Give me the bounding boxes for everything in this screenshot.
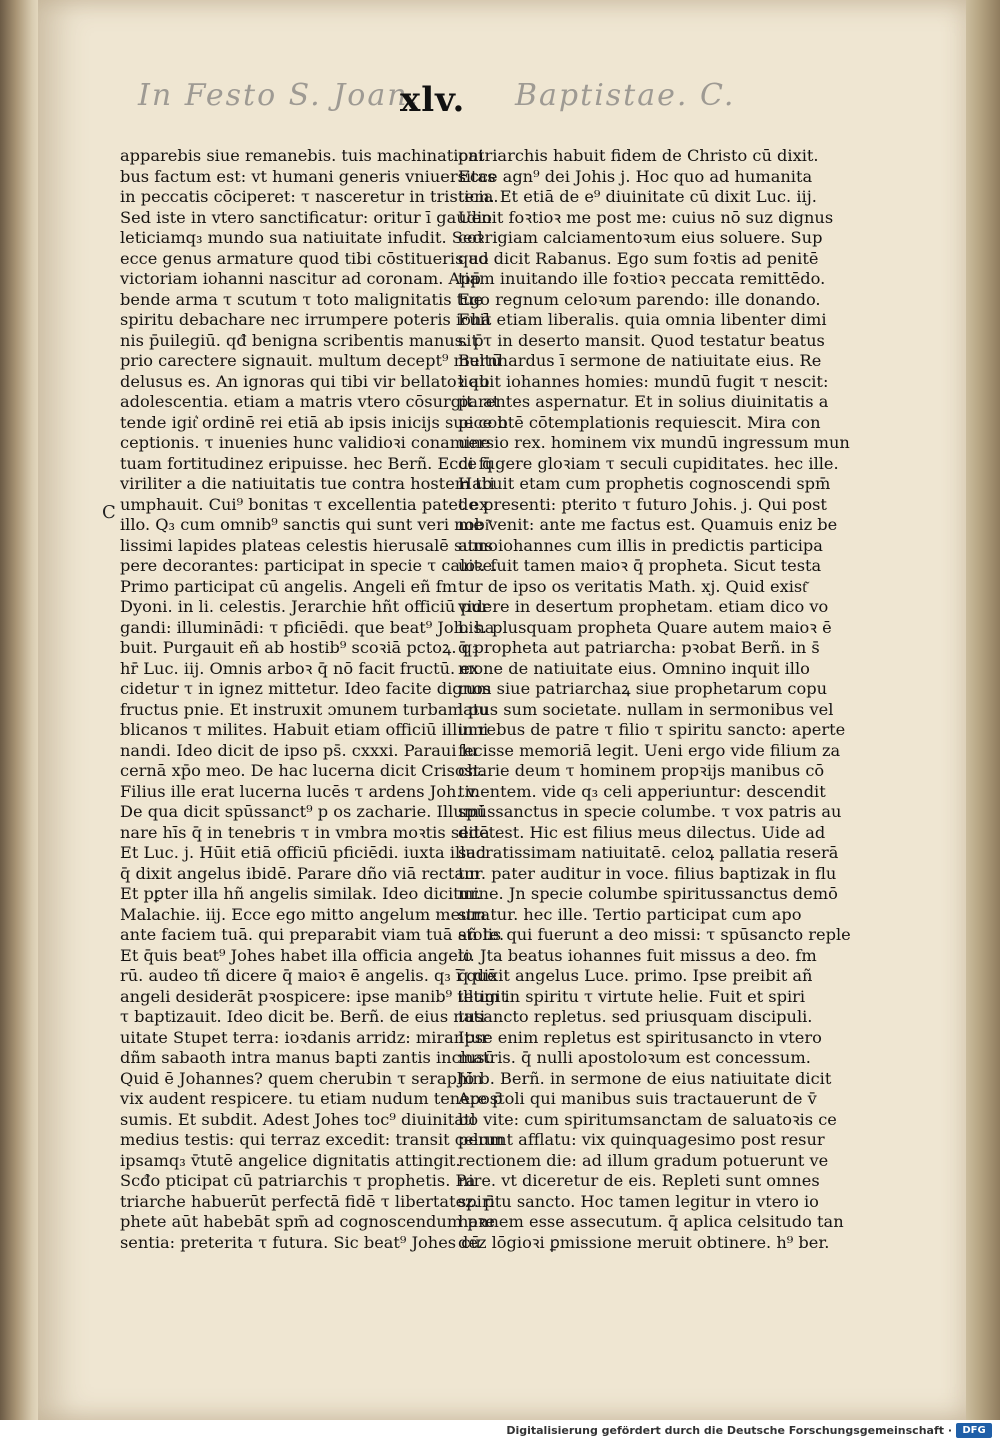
- text-line: sacratissimam natiuitatē. celoꝝ pallatia reserā: [458, 843, 839, 862]
- text-line: phete aūt habebāt spm̄ ad cognoscendum pꝛe: [120, 1212, 495, 1231]
- text-line: patriarchis habuit fidem de Christo cū dixit.: [458, 146, 819, 165]
- text-line: perunt afflatu: vix quinquagesimo post resur: [458, 1130, 825, 1149]
- text-line: Ego regnum celoꝛum parendo: ille donando.: [458, 289, 821, 309]
- text-line: Malachie. iij. Ecce ego mitto angelum meum: [120, 904, 487, 924]
- text-line: spūssanctus in specie columbe. τ vox patris au: [458, 802, 842, 821]
- text-line: Et Luc. j. Hūit etiā officiū pficiēdi. iuxta illud: [120, 843, 487, 862]
- text-line: tur. pater auditur in voce. filius baptizak in flu: [458, 863, 837, 883]
- text-line: di fugere gloꝛiam τ seculi cupiditates. hec ille.: [458, 453, 839, 473]
- text-line: pere decorantes: participat in specie τ caloꝛe.: [120, 556, 498, 575]
- text-line: coꝛrigiam calciamentoꝛum eius soluere. Sup: [458, 228, 823, 247]
- text-line: prio carectere signauit. multum decept⁹ multū: [120, 351, 502, 370]
- text-line: sentia: preterita τ futura. Sic beat⁹ Johes cū: [120, 1232, 481, 1252]
- text-line: Uenit foꝛtioꝛ me post me: cuius nō suz dignus: [458, 207, 834, 227]
- text-line: fructus pnie. Et instruxit ɔmunem turbam pu: [120, 699, 489, 719]
- text-line: Sed iste in vtero sanctificatur: oritur ī gaudio: [120, 207, 492, 227]
- text-line: nire. vt diceretur de eis. Repleti sunt omnes: [458, 1171, 820, 1190]
- text-line: mone de natiuitate eius. Omnino inquit illo: [458, 658, 810, 678]
- text-line: victoriam iohanni nascitur ad coronam. App̄: [120, 269, 481, 288]
- text-line: τ baptizauit. Ideo dicit be. Berñ. de eius nati: [120, 1007, 486, 1026]
- text-line: blicanos τ milites. Habuit etiam officiū illumi: [120, 720, 489, 739]
- text-line: medius testis: qui terraz excedit: transit celum: [120, 1130, 505, 1149]
- text-line: viriliter a die natiuitatis tue contra hostem tri: [120, 474, 495, 493]
- text-line: illo. Q₃ cum omnib⁹ sanctis qui sunt veri nobi͂: [120, 515, 490, 534]
- text-line: tur de ipso os veritatis Math. xj. Quid exist͂: [458, 576, 807, 596]
- text-line: umphauit. Cui⁹ bonitas τ excellentia patet ex: [120, 494, 489, 514]
- text-line: uersio rex. hominem vix mundū ingressum mun: [458, 433, 850, 452]
- text-line: spiritu sancto. Hoc tamen legitur in vtero io: [458, 1191, 819, 1211]
- text-line: ti. Jta beatus iohannes fuit missus a deo. fm: [458, 945, 817, 965]
- handwritten-note-left: In Festo S. Joan.: [138, 78, 421, 113]
- text-line: tinentem. vide q₃ celi apperiuntur: descendit: [458, 781, 826, 801]
- text-column-right: [458, 146, 851, 1253]
- text-line: matris. q̄ nulli apostoloꝛum est concessum.: [458, 1048, 811, 1067]
- text-line: Apostoli qui manibus suis tractauerunt de v̄: [458, 1089, 817, 1108]
- text-line: dñm sabaoth intra manus bapti zantis inclusū: [120, 1048, 495, 1067]
- text-line: stolis qui fuerunt a deo missi: τ spūsancto reple: [458, 925, 851, 944]
- text-line: quo dicit Rabanus. Ego sum foꝛtis ad penitē: [458, 248, 819, 268]
- text-line: adolescentia. etiam a matris vtero cōsurgit. at: [120, 392, 500, 411]
- text-line: De qua dicit spūssanct⁹ p os zacharie. Illumi: [120, 802, 485, 821]
- text-line: illum in spiritu τ virtute helie. Fuit et spiri: [458, 986, 806, 1006]
- text-line: hr̄ Luc. iij. Omnis arboꝛ q̄ nō facit fructū. ex: [120, 658, 480, 678]
- text-line: vix audent respicere. tu etiam nudum tenere p̄: [120, 1089, 503, 1108]
- text-line: parentes aspernatur. Et in solius diuinitatis a: [458, 392, 829, 411]
- text-line: nis p̄uilegiū. qđ benigna scribentis manus. p̄: [120, 330, 484, 350]
- facing-page-edge: [0, 0, 40, 1420]
- text-line: dez lōgioꝛi ꝑmissione meruit obtinere. h⁹ ber.: [458, 1232, 830, 1252]
- text-line: nandi. Ideo dicit de ipso ps̄. cxxxi. Paraui lu: [120, 740, 478, 760]
- text-line: Ipse enim repletus est spiritusancto in vtero: [458, 1027, 822, 1047]
- text-line: Et q̄uis beat⁹ Johes habet illa officia angelo: [120, 945, 473, 965]
- text-line: Scđo pticipat cū patriarchis τ prophetis. Pa: [120, 1171, 476, 1190]
- text-line: in rebus de patre τ filio τ spiritu sancto: aperte: [458, 720, 846, 739]
- text-line: atus iohannes cum illis in predictis participa: [458, 535, 823, 555]
- dfg-logo: DFG: [956, 1423, 992, 1438]
- text-line: de presenti: pterito τ futuro Johis. j. Qui post: [458, 494, 827, 514]
- text-line: Bernhardus ī sermone de natiuitate eius. Re: [458, 351, 822, 370]
- text-line: cidetur τ in ignez mittetur. Ideo facite dignos: [120, 679, 492, 698]
- text-line: buit. Purgauit eñ ab hostib⁹ scoꝛiā pctoꝝ. q₃: [120, 638, 479, 657]
- text-line: leticiamq₃ mundo sua natiuitate infudit. Sed: [120, 228, 483, 247]
- text-line: charie deum τ hominem propꝛijs manibus cō: [458, 761, 825, 780]
- digitization-footer: [0, 1420, 1000, 1442]
- text-line: Et pꝑter illa hñ angelis similak. Ideo dicitur.: [120, 884, 482, 903]
- text-line: sit τ in deserto mansit. Quod testatur beatus: [458, 330, 825, 350]
- text-line: tusancto repletus. sed priusquam discipuli.: [458, 1007, 813, 1026]
- text-line: tende igit͛ ordinē rei etiā ab ipsis inicijs sue con: [120, 412, 508, 432]
- text-line: bo vite: cum spiritumsanctam de saluatoꝛis ce: [458, 1109, 837, 1129]
- text-line: in peccatis cōciperet: τ nasceretur in tristicia.: [120, 187, 499, 206]
- text-line: gandi: illuminādi: τ pficiēdi. que beat⁹ Joh. ha: [120, 617, 495, 637]
- text-line: mine. Jn specie columbe spiritussanctus demō: [458, 884, 838, 903]
- text-line: q̄ dixit angelus ibidē. Parare dño viā rectam: [120, 863, 480, 883]
- text-line: ceptionis. τ inuenies hunc validioꝛi conamine: [120, 433, 491, 452]
- text-line: uit. fuit tamen maioꝛ q̄ propheta. Sicut testa: [458, 556, 822, 575]
- text-line: triarche habuerūt perfectā fidē τ libertatez. p̄: [120, 1191, 495, 1211]
- text-line: lissimi lapides plateas celestis hierusalē sumo: [120, 535, 498, 555]
- text-line: bis. plusquam propheta Quare autem maioꝛ ē: [458, 617, 832, 637]
- text-line: ecce genus armature quod tibi cōstitueris ad: [120, 248, 489, 268]
- text-line: angeli desiderāt pꝛospicere: ipse manib⁹ tetigit: [120, 986, 508, 1006]
- text-line: bus factum est: vt humani generis vniuersitas: [120, 166, 496, 186]
- margin-paragraph-mark: C: [102, 502, 116, 523]
- text-line: ipsamq₃ v̄tutē angelice dignitatis attingit.: [120, 1150, 461, 1170]
- text-line: Habuit etam cum prophetis cognoscendi spm̄: [458, 474, 831, 493]
- text-line: uitate Stupet terra: ioꝛdanis arridz: mirantur: [120, 1027, 489, 1047]
- text-line: rectionem die: ad illum gradum potuerunt ve: [458, 1150, 829, 1170]
- text-line: dita est. Hic est filius meus dilectus. Uide ad: [458, 822, 826, 842]
- text-line: Dyoni. in li. celestis. Jerarchie hñt officiū pur: [120, 597, 490, 616]
- text-line: Jō b. Berñ. in sermone de eius natiuitate dicit: [458, 1068, 832, 1088]
- text-line: tem. Et etiā de e⁹ diuinitate cū dixit Luc. iij.: [458, 187, 817, 206]
- text-line: delusus es. An ignoras qui tibi vir bellatoꝛ ab: [120, 371, 490, 391]
- text-line: fecisse memoriā legit. Ueni ergo vide filium za: [458, 740, 841, 760]
- text-line: me venit: ante me factus est. Quamuis eniz be: [458, 515, 838, 534]
- text-line: Primo participat cū angelis. Angeli eñ fm: [120, 576, 458, 596]
- text-line: ante faciem tuā. qui preparabit viam tuā añ te.: [120, 925, 505, 944]
- text-line: apparebis siue remanebis. tuis machinationi: [120, 146, 484, 165]
- text-line: q̄ dixit angelus Luce. primo. Ipse preibit añ: [458, 966, 813, 985]
- text-column-left: [120, 146, 508, 1253]
- handwritten-note-right: Baptistae. C.: [515, 78, 736, 113]
- text-line: rū. audeo tñ dicere q̄ maioꝛ ē angelis. q₃ ī quē: [120, 966, 497, 985]
- page-fore-edge: [966, 0, 1000, 1420]
- text-line: sumis. Et subdit. Adest Johes toc⁹ diuinitatl: [120, 1109, 476, 1129]
- folio-number: xlv.: [400, 80, 466, 120]
- footer-credit: Digitalisierung gefördert durch die Deutsche Forschungsgemeinschaft ·: [506, 1424, 952, 1437]
- text-line: cernā xp̄o meo. De hac lucerna dicit Crisost.: [120, 761, 485, 780]
- text-line: Fuit etiam liberalis. quia omnia libenter dimi: [458, 310, 827, 329]
- text-line: Filius ille erat lucerna lucēs τ ardens Joh. v.: [120, 781, 480, 801]
- text-line: latus sum societate. nullam in sermonibus vel: [458, 699, 834, 719]
- text-line: bende arma τ scutum τ toto malignitatis tue: [120, 289, 484, 309]
- text-line: tuam fortitudinez eripuisse. hec Berñ. Ecce q̄: [120, 453, 493, 473]
- text-line: videre in desertum prophetam. etiam dico vo: [458, 597, 829, 616]
- text-line: Ecce agn⁹ dei Johis j. Hoc quo ad humanita: [458, 166, 813, 186]
- text-line: tiam inuitando ille foꝛtioꝛ peccata remittēdo.: [458, 269, 826, 288]
- text-line: Quid ē Johannes? quem cherubin τ seraphin: [120, 1068, 483, 1088]
- text-line: rum siue patriarchaꝝ siue prophetarum copu: [458, 679, 828, 698]
- text-line: spiritu debachare nec irrumpere poteris iohā: [120, 310, 492, 329]
- text-line: pice btē cōtemplationis requiescit. Mira con: [458, 412, 821, 432]
- text-line: q̄ propheta aut patriarcha: pꝛobat Berñ. in s̄: [458, 638, 820, 657]
- text-line: liquit iohannes homies: mundū fugit τ nescit:: [458, 371, 829, 391]
- text-line: hannem esse assecutum. q̄ aplica celsitudo tan: [458, 1212, 844, 1231]
- text-line: stratur. hec ille. Tertio participat cum apo: [458, 904, 802, 924]
- text-line: nare hīs q̄ in tenebris τ in vmbra moꝛtis sedēt.: [120, 822, 501, 842]
